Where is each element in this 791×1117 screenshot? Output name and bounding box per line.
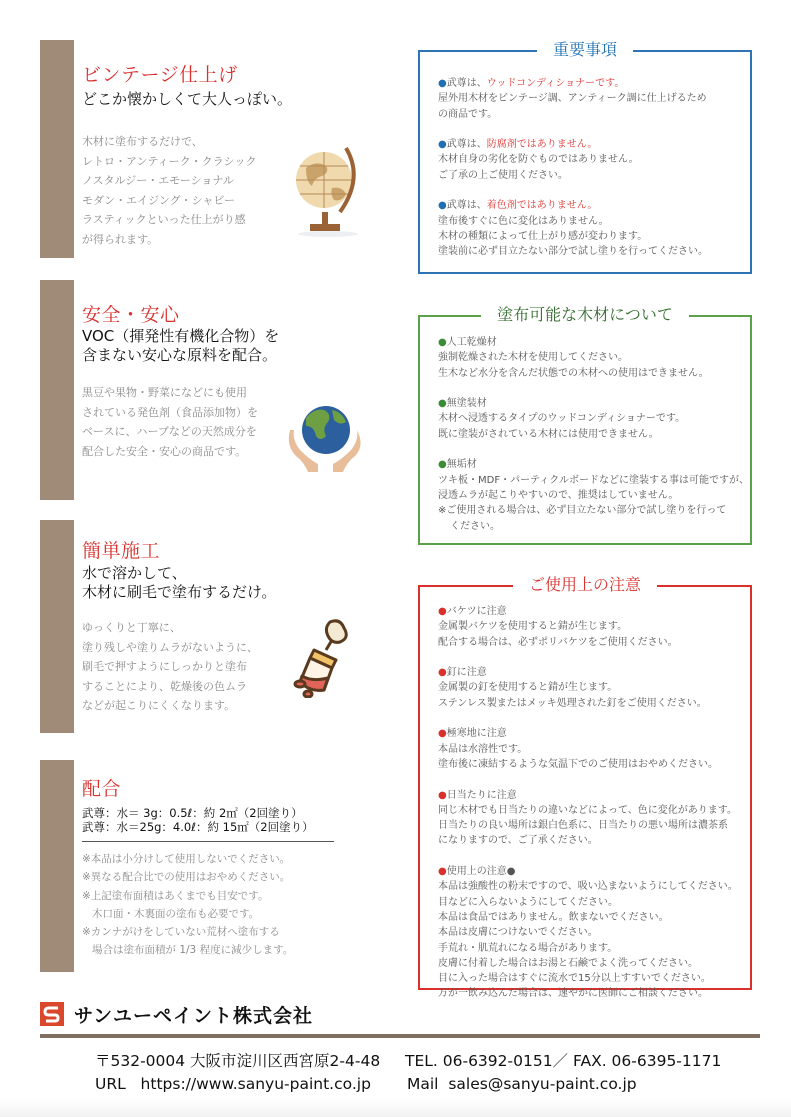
footer-url: URL https://www.sanyu-paint.co.jp (95, 1075, 371, 1093)
wood-item: ●無塗装材 木材へ浸透するタイプのウッドコンディショナーです。 既に塗装がされている木材には使用できません。 (438, 398, 686, 440)
earth-in-hands-icon (288, 400, 363, 475)
feature-lead: 水で溶かして、 木材に刷毛で塗布するだけ。 (82, 564, 277, 601)
woods-box (418, 305, 752, 545)
bullet-icon: ● (438, 728, 447, 740)
section-bar (40, 280, 74, 500)
mixing-notes: ※本品は小分けして使用しないでください。 ※異なる配合比での使用はおやめください。 ※上記塗布面積はあくまでも目安です。 木口面・木裏面の塗布も必要です。 ※カンナがけをしていない荒材へ塗布する 場合は塗布面積が 1/3 程度に減少します。 (82, 853, 294, 957)
feature-vintage (40, 40, 340, 258)
footer-mail: Mail sales@sanyu-paint.co.jp (407, 1075, 637, 1093)
mixing-title: 配合 (82, 778, 122, 800)
section-bar (40, 40, 74, 258)
bullet-icon: ● (438, 667, 447, 679)
caution-item: ●使用上の注意● 本品は強酸性の粉末ですので、吸い込まないようにしてください。 目などに入らないようにしてください。 本品は食品ではありません。飲まないでください。 本品は皮膚につけないでください。 手荒れ・肌荒れになる場合があります。 皮膚に付着した場合はお湯と石鹸でよく洗ってください。 目に入った場合はすぐに流水で15分以上すすいでください。 万が一飲み込んだ場合は、速やかに医師にご相談ください。 (438, 866, 738, 1000)
box-title: ご使用上の注意 (420, 575, 750, 595)
feature-description: 木材に塗布するだけで、 レトロ・アンティーク・クラシック ノスタルジー・エモーショナル モダン・エイジング・シャビー ラスティックといった仕上がり感 が得られます。 (82, 135, 257, 246)
page-bottom-fade (0, 1099, 791, 1117)
wood-item: ●人工乾燥材 強制乾燥された木材を使用してください。 生木など水分を含んだ状態での木材への使用はできません。 (438, 337, 709, 379)
divider (82, 841, 334, 842)
bullet-icon: ● (438, 398, 447, 410)
bullet-icon: ● (438, 78, 447, 89)
important-item: ●武尊は、着色剤ではありません。 塗布後すぐに色に変化はありません。 木材の種類によって仕上がり感が変わります。 塗装前に必ず目立たない部分で試し塗りを行ってください。 (438, 200, 708, 258)
box-title: 重要事項 (420, 40, 750, 60)
important-item: ●武尊は、防腐剤ではありません。 木材自身の劣化を防ぐものではありません。 ご了承の上ご使用ください。 (438, 139, 639, 181)
box-title: 塗布可能な木材について (420, 305, 750, 325)
paint-brush-icon (292, 618, 362, 698)
cautions-box (418, 575, 752, 1000)
footer-divider (40, 1034, 760, 1038)
bullet-icon: ● (438, 200, 447, 212)
caution-item: ●日当たりに注意 同じ木材でも日当たりの違いなどによって、色に変化があります。 日当たりの良い場所は銀白色系に、日当たりの悪い場所は濃茶系 になりますので、ご了承ください。 (438, 789, 737, 847)
url-link[interactable]: https://www.sanyu-paint.co.jp (140, 1075, 371, 1093)
caution-item: ●バケツに注意 金属製バケツを使用すると錆が生じます。 配合する場合は、必ずポリバケツをご使用ください。 (438, 606, 678, 648)
globe-icon (292, 140, 362, 240)
important-box (418, 40, 752, 274)
sanyu-logo-icon (40, 1002, 64, 1026)
section-bar (40, 760, 74, 972)
footer-tel-fax: TEL. 06-6392-0151／ FAX. 06-6395-1171 (405, 1052, 722, 1070)
caution-item: ●釘に注意 金属製の釘を使用すると錆が生じます。 ステンレス製またはメッキ処理された釘をご使用ください。 (438, 667, 707, 709)
wood-item: ●無垢材 ツキ板・MDF・パーティクルボードなどに塗装する事は可能ですが、 浸透ムラが起こりやすいので、推奨はしていません。 ※ご使用される場合は、必ず目立たない部分で試し塗りを行って ください。 (438, 459, 749, 532)
bullet-icon: ● (438, 337, 447, 348)
feature-safety (40, 280, 340, 500)
feature-title: ビンテージ仕上げ (82, 64, 238, 86)
bullet-icon: ● (438, 789, 447, 801)
caution-item: ●極寒地に注意 本品は水溶性です。 塗布後に凍結するような気温下でのご使用はおやめください。 (438, 728, 718, 770)
bullet-icon: ● (438, 606, 447, 617)
feature-description: ゆっくりと丁寧に、 塗り残しや塗りムラがないように、 刷毛で押すようにしっかりと塗布 することにより、乾燥後の色ムラ などが起こりにくくなります。 (82, 621, 258, 712)
feature-description: 黒豆や果物・野菜になどにも使用 されている発色剤（食品添加物）を ベースに、ハーブなどの天然成分を 配合した安全・安心の商品です。 (82, 386, 258, 458)
company-logo (40, 1001, 313, 1027)
company-name: サンユーペイント株式会社 (74, 1004, 314, 1027)
bullet-icon: ● (438, 459, 447, 471)
section-bar (40, 520, 74, 733)
mixing-section (40, 760, 340, 972)
feature-easy-application (40, 520, 340, 733)
important-item: ●武尊は、ウッドコンディショナーです。 屋外用木材をビンテージ調、アンティーク調に仕上げるため の商品です。 (438, 78, 707, 120)
footer-address: 〒532-0004 大阪市淀川区西宮原2-4-48 (95, 1052, 381, 1070)
bullet-icon: ● (438, 139, 447, 151)
bullet-icon: ● (438, 866, 447, 878)
feature-title: 安全・安心 (82, 304, 180, 326)
mail-link[interactable]: sales@sanyu-paint.co.jp (448, 1075, 637, 1093)
feature-lead: どこか懐かしくて大人っぽい。 (82, 90, 293, 108)
feature-title: 簡単施工 (82, 540, 161, 562)
mixing-ratios: 武尊：水＝ 3g：0.5ℓ：約 2㎡（2回塗り） 武尊：水＝25g：4.0ℓ：約 15㎡（2回塗り） (82, 806, 314, 834)
feature-lead: VOC（揮発性有機化合物）を 含まない安心な原料を配合。 (82, 327, 280, 364)
